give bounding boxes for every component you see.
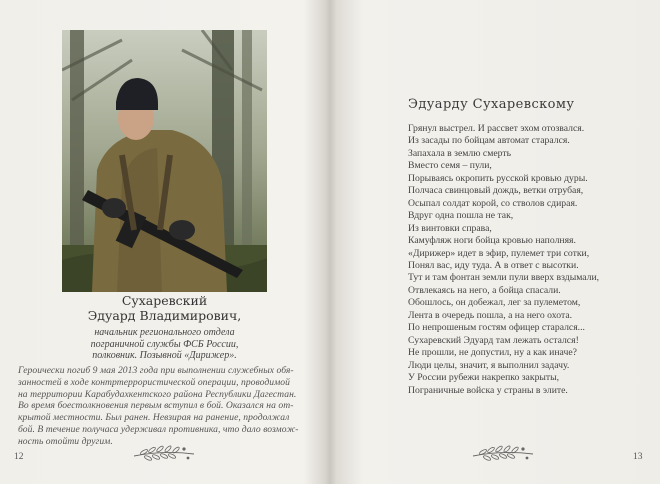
poem-line: Тут и там фонтан земли пули вверх вздымали, xyxy=(408,272,600,284)
bio-line: крытой местности. Был ранен. Невзирая на ранение, продолжал xyxy=(18,412,290,424)
poem-line: Сухаревский Эдуард там лежать остался! xyxy=(408,334,579,346)
poem-line: Не прошли, не допустил, ну а как иначе? xyxy=(408,347,577,359)
poem-line: Из винтовки справа, xyxy=(408,222,492,234)
poem-line: Камуфляж ноги бойца кровью наполняя. xyxy=(408,235,576,247)
poem-line: Отвлекаясь на него, а бойца спасали. xyxy=(408,284,561,296)
poem-text xyxy=(408,123,613,397)
poem-line: Осыпал солдат корой, со стволов сдирая. xyxy=(408,197,578,209)
poem-line: Порываясь окропить русской кровью дуры. xyxy=(408,172,588,184)
caption-line: полковник. Позывной «Дирижер». xyxy=(92,350,237,362)
caption-line: начальник регионального отдела xyxy=(94,327,235,338)
bio-line: Во время боестолкновения первым вступил в бой. Оказался на от- xyxy=(18,400,294,412)
bio-line: Героически погиб 9 мая 2013 года при выполнении служебных обя- xyxy=(18,365,294,376)
officer-surname: Сухаревский xyxy=(121,293,208,308)
poem-line: Грянул выстрел. И рассвет эхом отозвался. xyxy=(408,123,585,134)
poem-line: «Дирижер» идет в эфир, пулемет три сотки, xyxy=(408,247,590,259)
poem-line: Запахала в землю смерть xyxy=(408,147,512,159)
poem-line: По непрошеным гостям офицер старался... xyxy=(408,322,585,334)
page-number-right: 13 xyxy=(633,452,643,462)
poem-line: Из засады по бойцам автомат старался. xyxy=(408,135,570,147)
poem-line: Вдруг одна пошла не так, xyxy=(408,210,514,222)
poem-line: Полчаса свинцовый дождь, ветки отрубая, xyxy=(408,185,584,197)
poem-line: Люди целы, значит, я выполнил задачу. xyxy=(408,359,570,371)
laurel-branch-ornament-icon xyxy=(471,441,535,463)
bio-line: занностей в ходе контртеррористической операции, проводимой xyxy=(18,376,290,388)
poem-line: У России рубежи накрепко закрыты, xyxy=(408,372,560,384)
soldier-portrait-photo xyxy=(62,30,267,292)
caption-line: пограничной службы ФСБ России, xyxy=(90,338,239,350)
poem-line: Лента в очередь пошла, а на него охота. xyxy=(408,309,573,321)
officer-given-names: Эдуард Владимирович, xyxy=(87,308,242,323)
laurel-branch-ornament-icon xyxy=(132,441,196,463)
page-number-left: 12 xyxy=(14,452,24,462)
poem-line: Пограничные войска у страны в элите. xyxy=(408,384,568,396)
officer-caption xyxy=(62,327,267,362)
poem-line: Понял вас, иду туда. А в ответ с высотки. xyxy=(408,259,579,271)
biography-text xyxy=(18,365,320,448)
poem-title: Эдуарду Сухаревскому xyxy=(408,97,575,112)
officer-name xyxy=(62,293,267,323)
bio-line: бой. В течение получаса удерживал противника, что дало возмож- xyxy=(18,423,299,435)
bio-line: ность отойти другим. xyxy=(18,435,113,447)
poem-line: Вместо семя – пули, xyxy=(408,160,492,172)
bio-line: на территории Карабудахкентского района Республики Дагестан. xyxy=(18,388,297,400)
poem-line: Обошлось, он добежал, лег за пулеметом, xyxy=(408,297,581,309)
